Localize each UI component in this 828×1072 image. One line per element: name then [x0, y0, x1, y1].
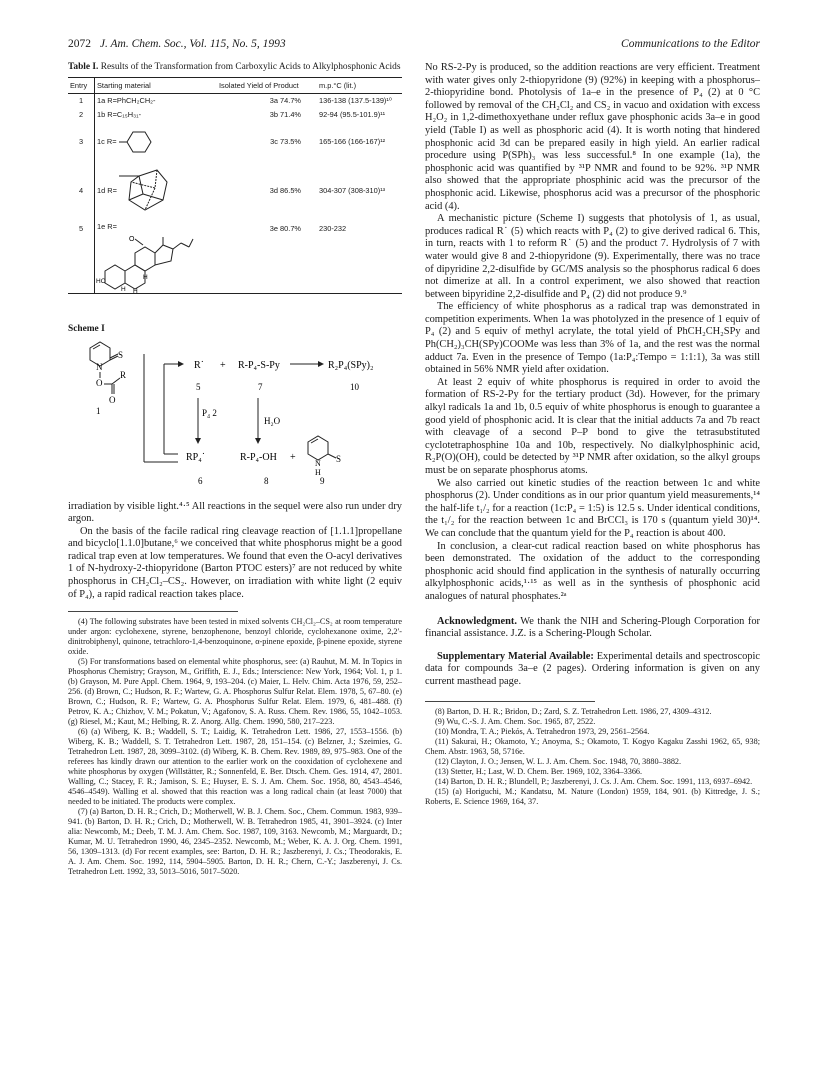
footnote-4: (4) The following substrates have been tested in mixed solvents CH₂Cl₂–CS₂ at room temperature under argon: cyclohexene, styrene, benzophenone, benzoyl chloride, cyclohexanone oxime, 2,2′-dinitrobiphenyl, quinone, tetrachloro-1,4-benzoquinone, α-pinene epoxide, β-pinene epoxide, styrene oxide. — [68, 617, 402, 657]
journal-citation: J. Am. Chem. Soc., Vol. 115, No. 5, 1993 — [99, 38, 286, 50]
footnote-6: (6) (a) Wiberg, K. B.; Waddell, S. T.; Laidig, K. Tetrahedron Lett. 1986, 27, 1553–1556. (b) Wiberg, K. B.; Waddell, S. T. Tetrahedron Lett. 1987, 28, 151–154. (c) Belzner, J.; Szeimies, G. Tetrahedron Lett. 1987, 28, 3099–3102. (d) Wiberg, K. B. Chem. Rev. 1989, 89, 975–983. One of the referees has kindly drawn our attention to the earlier work on the cooxidation of cyclohexene and white phosphorus by oxygen (Willstätter, R.; Sonnenfeld, E. Ber. Dtsch. Chem. Ges. 1914, 47, 2801. Walling, C.; Stacey, F. R.; Jamison, S. E.; Huyser, E. S. J. Am. Chem. Soc. 1958, 80, 4543–4546, 4546–4549). Walling et al. showed that this reaction was a long radical chain (at least 7000) that needed to be initiated. The products were complex. — [68, 727, 402, 807]
row-mp: 136-138 (137.5-139)¹⁰ — [319, 96, 392, 106]
right-paragraph-1: No RS-2-Py is produced, so the addition reactions are very efficient. Treatment with water gives only 2-thiopyridone (9) (92%) in keeping with a phosphorus–2-thiopyridine bond. Photolysis of 1a–e in the presence of P₄ (2) at 0 °C followed by removal of the CH₂Cl₂ and CS₂ in vacuo and oxidation with excess H₂O₂ in 1,2-dimethoxyethane under reflux gave phosphonic acids 3a–e in good yield (Table I) as well as phosphoric acid (4). It is worth noting that hindered phosphonic acid 3d can be prepared easily in high yield. An earlier radical procedure using P(SPh)₃ was less successful.⁸ In one example (1a), the phosphonic acid was quantified by ³¹P NMR and found to be 92%. ³¹P NMR also showed that the appropriate phosphinic acid was the precursor of the phosphonic acid. Likewise, phosphorus acid was a precursor of the phosphoric acid (4). — [425, 62, 760, 212]
scheme-n2: N — [315, 458, 321, 468]
row-material-label: 1d R= — [97, 185, 117, 195]
cyclohexyl-structure — [119, 130, 159, 154]
left-column — [68, 62, 402, 877]
table-row — [68, 94, 402, 108]
table-row — [68, 220, 402, 294]
scheme-title: Scheme I — [68, 323, 105, 334]
row-material — [95, 122, 218, 162]
row-mp: 230-232 — [317, 220, 402, 294]
row-mp: 165-166 (166-167)¹² — [319, 137, 386, 146]
supplementary-material — [425, 651, 760, 689]
right-paragraph-4: At least 2 equiv of white phosphorus is required in order to avoid the formation of RS-2-Py for the tertiary product (3d). However, for the primary alkyl radicals 1a and 1b, 0.5 equiv of white phosphorus is enough to guarantee a good yield of phosphonic acid. It is clear that the initial adducts 7a and 7b react with cleavage of a second P–P bond to give the tetrasubstituted cyclotetraphosphine 10a and 10b, respectively. No dialkylphosphinic acid, R₂P(O)(OH), could be detected by ³¹P NMR after oxidation, so the alkyl groups must be on separate phosphorus atoms. — [425, 376, 760, 476]
row-yield: 3b 71.4% — [269, 110, 301, 119]
scheme-n: N — [96, 361, 103, 372]
scheme-s: S — [118, 349, 124, 360]
right-paragraph-2: A mechanistic picture (Scheme I) suggests that photolysis of 1, as usual, produces radical R˙ (5) which reacts with P₄ (2) to give derived radical 6. This, in turn, reacts with 1 to reform R˙ (5) and the product 7. Hydrolysis of 7 with water would give 8 and 2-thiopyridone (9). Experimentally, there was no trace of dipyridine 2,2-disulfide by GC/MS analysis so the phosphorus radical 6 does not dimerize at all. In a control experiment, we also showed that reaction between bipyridine 2,2-disulfide and P₄ (2) did not produce 9.⁹ — [425, 213, 760, 300]
compound-10-label: 10 — [350, 381, 359, 392]
table-row — [68, 108, 402, 122]
rp4-radical: RP₄˙ — [186, 451, 206, 463]
left-paragraph-2: On the basis of the facile radical ring cleavage reaction of [1.1.1]propellane and bicyclo[1.1.0]butane,⁶ we conceived that white phosphorus might be a good radical trap even at low temperatures. We found that even the O-acyl derivatives 1 of N-hydroxy-2-thiopyridone (Barton PTOC esters)⁷ are not reduced by white phosphorus in CH₂Cl₂–CS₂. However, on irradiation with white light (2 equiv of P₄), a rapid radical reaction takes place. — [68, 525, 402, 600]
steroid-h2: H — [133, 287, 138, 295]
col-header-yield: Isolated Yield of Product — [217, 78, 317, 94]
table-caption-text: Results of the Transformation from Carboxylic Acids to Alkylphosphonic Acids — [100, 62, 401, 72]
plus-sign-2: + — [290, 451, 296, 463]
section-title: Communications to the Editor — [621, 38, 760, 50]
adamantyl-structure — [119, 166, 171, 216]
row-material: 1b R=C₁₅H₃₁- — [97, 110, 142, 119]
footnote-15: (15) (a) Horiguchi, M.; Kandatsu, M. Nature (London) 1959, 184, 901. (b) Kittredge, J. S.; Roberts, E. Science 1969, 164, 37. — [425, 786, 760, 806]
row-mp: 304-307 (308-310)¹³ — [319, 186, 386, 195]
table-row — [68, 162, 402, 220]
col-header-mp: m.p.°C (lit.) — [317, 78, 402, 94]
right-footnotes — [425, 707, 760, 807]
acknowledgment-text: We thank the NIH and Schering-Plough Corporation for financial assistance. J.Z. is a Schering-Plough Scholar. — [425, 615, 760, 640]
results-table — [68, 77, 402, 294]
footnote-10: (10) Mondra, T. A.; Piekós, A. Tetrahedron 1973, 29, 2561–2564. — [435, 726, 650, 736]
scheme-s2: S — [336, 453, 342, 464]
row-entry: 2 — [68, 108, 95, 122]
footnote-12: (12) Clayton, J. O.; Jensen, W. L. J. Am. Chem. Soc. 1948, 70, 3880–3882. — [435, 756, 682, 766]
acknowledgment-label: Acknowledgment. — [437, 615, 517, 627]
supplementary-label: Supplementary Material Available: — [437, 650, 594, 662]
page-number: 2072 — [68, 38, 91, 50]
right-paragraph-5: We also carried out kinetic studies of the reaction between 1c and white phosphorus (2). Under conditions as in our prior quantum yield measurements,¹⁴ the half-life t₁/₂ for a reaction (1c:P₄ = 1:5) is 12.5 s. Under identical conditions, the t₁/₂ for the reaction between 1c and BrCCl₃ is 170 s (quantum yield 30)¹⁴. We can conclude that the quantum yield for the P₄ reaction is about 400. — [425, 477, 760, 539]
compound-6-label: 6 — [198, 475, 203, 486]
row-entry: 4 — [68, 162, 95, 220]
rp4spy: R-P₄-S-Py — [238, 359, 280, 371]
footnote-13: (13) Stetter, H.; Last, W. D. Chem. Ber. 1969, 102, 3364–3366. — [435, 766, 643, 776]
row-yield: 3a 74.7% — [269, 96, 301, 106]
steroid-structure — [97, 231, 197, 293]
footnote-5: (5) For transformations based on elemental white phosphorus, see: (a) Rauhut, M. M. In Topics in Phosphorus Chemistry; Grayson, M., Griffith, E. J., Eds.; Interscience: New York, 1964; Vol. 1, p 1. (b) Grayson, M. Pure Appl. Chem. 1964, 9, 193–204. (c) Maier, L. Helv. Chim. Acta 1976, 59, 252–256. (d) Brown, C.; Hudson, R. F.; Wartew, G. A. Phosphorus Sulfur Relat. Elem. 1978, 5, 67–80. (e) Brown, C.; Hudson, R. F.; Wartew, G. A. Phosphorus Sulfur Relat. Elem. 1979, 6, 481–488. (f) Petrov, K. A.; Chizhov, V. M.; Pokatun, V.; Agafonov, S. A. Russ. Chem. Rev. 1986, 55, 1042–1053. (g) Riesel, M.; Kaut, M.; Helbing, R. Z. Anorg. Allg. Chem. 1990, 580, 217–223. — [68, 657, 402, 727]
right-paragraph-3: The efficiency of white phosphorus as a radical trap was demonstrated in competition experiments. When 1a was photolyzed in the presence of 1 equiv of P₄ (2) and 5 equiv of methyl acrylate, the total yield of PhCH₂CH₂SPy and Ph(CH₂)₃CH(SPy)COOMe was less than 3% of 1a, and the rest was the normal adduct 7a. Even in the presence of Tempo (1a:P₄:Tempo = 1:1:1), 3a was still obtained in 56% NMR yield after oxidation. — [425, 301, 760, 376]
table-row — [68, 122, 402, 162]
rp4oh: R-P₄-OH — [240, 451, 277, 463]
row-material-label: 1e R= — [97, 221, 117, 231]
col-header-entry: Entry — [68, 78, 95, 94]
p4-reagent: P₄ 2 — [202, 407, 217, 418]
row-mp: 92-94 (95.5-101.9)¹¹ — [319, 110, 386, 119]
row-entry: 1 — [68, 94, 95, 108]
row-entry: 3 — [68, 122, 95, 162]
row-material — [95, 162, 218, 220]
running-header — [68, 38, 760, 54]
product-10: R₂P₄(SPy)₂ — [328, 359, 374, 371]
compound-7-label: 7 — [258, 381, 263, 392]
compound-1-label: 1 — [96, 405, 101, 416]
table-header-row — [68, 78, 402, 94]
header-left — [68, 38, 286, 50]
row-yield: 3d 86.5% — [269, 186, 301, 195]
steroid-h3: H — [143, 273, 148, 281]
left-paragraph-1: irradiation by visible light.⁴·⁵ All reactions in the sequel were also run under dry argon. — [68, 500, 402, 525]
compound-5-label: 5 — [196, 381, 201, 392]
scheme-figure — [68, 334, 402, 489]
footnote-9: (9) Wu, C.-S. J. Am. Chem. Soc. 1965, 87, 2522. — [435, 716, 596, 726]
row-yield: 3e 80.7% — [217, 220, 317, 294]
compound-8-label: 8 — [264, 475, 269, 486]
table-caption — [68, 62, 402, 73]
steroid-ho: HO — [96, 277, 106, 285]
scheme-o2: O — [109, 394, 116, 405]
footnote-14: (14) Barton, D. H. R.; Blundell, P.; Jaszberenyi, J. Cs. J. Am. Chem. Soc. 1991, 113, 6937–6942. — [435, 776, 753, 786]
radical-r: R˙ — [194, 359, 204, 371]
acknowledgment — [425, 616, 760, 641]
supplementary-text: Experimental details and spectroscopic data for compounds 3a–e (2 pages). Ordering information is given on any current masthead page. — [425, 650, 760, 687]
row-entry: 5 — [68, 220, 95, 294]
steroid-o: O — [129, 235, 135, 243]
footnote-11: (11) Sakurai, H.; Okamoto, Y.; Anoyma, S.; Okamoto, T. Kogyo Kagaku Zasshi 1962, 65, 938; Chem. Abstr. 1963, 58, 5716e. — [425, 736, 760, 756]
row-material-label: 1c R= — [97, 136, 117, 146]
water-reagent: H₂O — [264, 415, 281, 426]
right-paragraph-6: In conclusion, a clear-cut radical reaction based on white phosphorus has been demonstrated. The oxidation of the adduct to the corresponding phosphonic acid should find application in the synthesis of naturally occurring alkylphosphonic acids,¹·¹⁵ as well as in the synthesis of phosphonic acid analogues of natural phosphates.²ᵃ — [425, 540, 760, 602]
footnote-8: (8) Barton, D. H. R.; Bridon, D.; Zard, S. Z. Tetrahedron Lett. 1986, 27, 4309–4312. — [435, 706, 712, 716]
steroid-h1: H — [121, 285, 126, 293]
row-material — [95, 220, 218, 294]
row-yield: 3c 73.5% — [270, 137, 301, 146]
compound-9-label: 9 — [320, 475, 325, 486]
right-column — [425, 62, 760, 807]
scheme-r: R — [120, 369, 127, 380]
reaction-scheme — [68, 334, 402, 484]
table-label: Table I. — [68, 62, 99, 72]
left-footnotes — [68, 617, 402, 877]
row-material: 1a R=PhCH₂CH₂- — [97, 96, 156, 106]
plus-sign: + — [220, 359, 226, 371]
scheme-o1: O — [96, 377, 103, 388]
col-header-material: Starting material — [95, 78, 218, 94]
scheme-h: H — [315, 467, 321, 477]
footnote-7: (7) (a) Barton, D. H. R.; Crich, D.; Motherwell, W. B. J. Chem. Soc., Chem. Commun. 1983, 939–941. (b) Barton, D. H. R.; Crich, D.; Motherwell, W. B. Tetrahedron 1985, 41, 3901–3924. (c) Inter alia: Newcomb, M.; Deeb, T. M. J. Am. Chem. Soc. 1987, 109, 3163. Newcomb, M.; Marguardt, D.; Kumar, M. U. Tetrahedron 1990, 46, 2345–2352. Newcomb, M.; Weber, K. A. J. Org. Chem. 1991, 56, 1309–1313. (d) For recent examples, see: Barton, D. H. R.; Jaszberenyi, J. Cs.; Theodorakis, E. A. J. Am. Chem. Soc. 1992, 114, 5904–5905. Barton, D. H. R.; Chern, C.-Y.; Jaszberenyi, J. Cs. Tetrahedron Lett. 1992, 33, 5013–5016, 5017–5020. — [68, 807, 402, 877]
